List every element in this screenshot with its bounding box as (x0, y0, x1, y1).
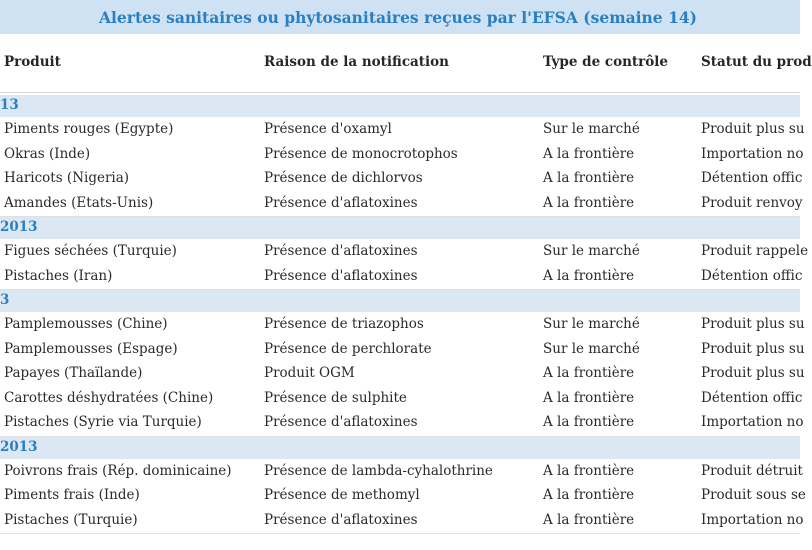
section-band (0, 217, 800, 239)
header-type-controle: Type de contrôle (543, 54, 668, 70)
cell-type-controle: A la frontière (543, 414, 635, 430)
table-title: Alertes sanitaires ou phytosanitaires reçues par l'EFSA (semaine 14) (99, 7, 697, 27)
cell-statut: Détention offic (701, 170, 803, 186)
section-label: 2013 (0, 219, 38, 235)
cell-produit: Papayes (Thaïlande) (4, 365, 143, 381)
cell-raison: Produit OGM (264, 365, 355, 381)
section-label: 13 (0, 97, 19, 113)
table-header-row (0, 34, 812, 93)
section-band (0, 437, 800, 459)
cell-raison: Présence de sulphite (264, 389, 407, 406)
cell-statut: Produit renvoy (701, 194, 803, 211)
table-row (0, 411, 804, 436)
header-raison: Raison de la notification (264, 54, 449, 70)
cell-raison: Présence d'aflatoxines (264, 194, 418, 211)
cell-type-controle: Sur le marché (543, 121, 640, 137)
table-row (0, 484, 806, 509)
cell-raison: Présence de perchlorate (264, 340, 432, 357)
table-row (0, 362, 805, 387)
cell-produit: Poivrons frais (Rép. dominicaine) (4, 462, 232, 479)
cell-produit: Haricots (Nigeria) (4, 170, 130, 186)
cell-raison: Présence d'aflatoxines (264, 414, 418, 430)
cell-statut: Importation no (701, 414, 804, 430)
header-produit: Produit (4, 54, 61, 70)
cell-produit: Pistaches (Iran) (4, 267, 113, 284)
cell-raison: Présence d'aflatoxines (264, 511, 418, 528)
cell-raison: Présence de dichlorvos (264, 170, 423, 186)
table-row (0, 509, 804, 534)
cell-raison: Présence d'oxamyl (264, 121, 392, 137)
cell-produit: Okras (Inde) (4, 145, 91, 162)
table-row (0, 460, 803, 485)
cell-produit: Pistaches (Syrie via Turquie) (4, 414, 202, 430)
cell-produit: Piments frais (Inde) (4, 487, 140, 503)
cell-produit: Pistaches (Turquie) (4, 511, 138, 528)
cell-type-controle: A la frontière (543, 511, 635, 528)
table-row (0, 167, 803, 192)
cell-raison: Présence d'aflatoxines (264, 243, 418, 259)
cell-produit: Figues séchées (Turquie) (4, 243, 177, 259)
cell-raison: Présence de lambda-cyhalothrine (264, 462, 493, 479)
table-row (0, 240, 809, 265)
cell-type-controle: A la frontière (543, 365, 635, 381)
section-label: 2013 (0, 438, 38, 455)
cell-raison: Présence d'aflatoxines (264, 267, 418, 284)
cell-raison: Présence de methomyl (264, 487, 420, 503)
cell-type-controle: A la frontière (543, 267, 635, 284)
cell-statut: Produit plus su (701, 365, 805, 381)
cell-produit: Pamplemousses (Espage) (4, 340, 178, 357)
table-row (0, 265, 803, 290)
cell-produit: Carottes déshydratées (Chine) (4, 389, 214, 406)
cell-produit: Pamplemousses (Chine) (4, 316, 168, 332)
cell-type-controle: A la frontière (543, 194, 635, 211)
section-band (0, 290, 800, 312)
table-title-band (0, 0, 800, 34)
table-row (0, 313, 805, 338)
cell-produit: Amandes (Etats-Unis) (4, 194, 154, 211)
table-row (0, 192, 803, 217)
cell-statut: Produit plus su (701, 121, 805, 137)
cell-type-controle: A la frontière (543, 170, 635, 186)
cell-type-controle: Sur le marché (543, 243, 640, 259)
cell-statut: Produit sous se (701, 487, 806, 503)
cell-statut: Produit détruit (701, 462, 803, 479)
table-row (0, 387, 803, 412)
cell-statut: Produit plus su (701, 316, 805, 332)
cell-raison: Présence de triazophos (264, 316, 424, 332)
cell-produit: Piments rouges (Egypte) (4, 121, 174, 137)
cell-type-controle: Sur le marché (543, 316, 640, 332)
cell-raison: Présence de monocrotophos (264, 145, 458, 162)
cell-type-controle: A la frontière (543, 462, 635, 479)
table-row (0, 338, 805, 363)
table-row (0, 118, 805, 143)
section-band (0, 95, 800, 117)
section-divider (0, 533, 800, 534)
cell-statut: Produit plus su (701, 340, 805, 357)
cell-type-controle: Sur le marché (543, 340, 640, 357)
cell-statut: Importation no (701, 511, 804, 528)
section-label: 3 (0, 292, 10, 308)
table-row (0, 143, 804, 168)
cell-statut: Produit rappele (701, 243, 809, 259)
cell-statut: Détention offic (701, 267, 803, 284)
cell-type-controle: A la frontière (543, 487, 635, 503)
cell-type-controle: A la frontière (543, 145, 635, 162)
cell-statut: Importation no (701, 145, 804, 162)
header-statut: Statut du prod (701, 54, 812, 70)
cell-statut: Détention offic (701, 389, 803, 406)
cell-type-controle: A la frontière (543, 389, 635, 406)
